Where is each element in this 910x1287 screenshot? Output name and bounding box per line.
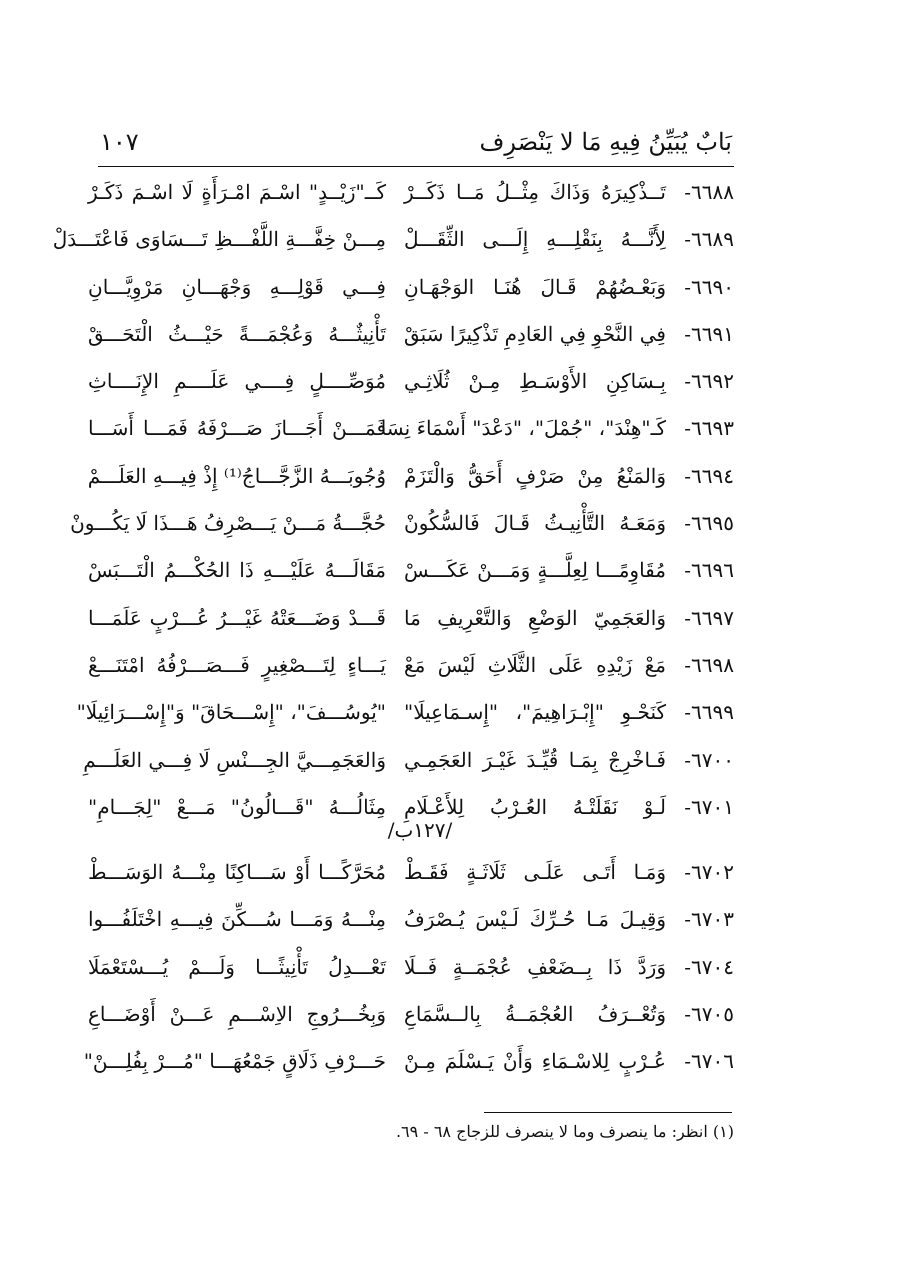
verse-number: ٦٦٨٩- [684, 227, 734, 252]
verse-number: ٦٦٩٤- [684, 463, 734, 488]
hemistich-second: قَـــدْ وَضَـــعَتْهُ غَيْـــرُ عُـــرْبٍ عَلَمَـــا [88, 605, 386, 630]
hemistich-second: فِـــي قَوْلِـــهِ وَجْهَـــانِ مَرْوِيَّـــانِ [88, 274, 386, 299]
verse-line [90, 994, 734, 1041]
verse-line [90, 172, 734, 219]
verse-number: ٦٧٠٠- [684, 747, 734, 772]
verse-line [90, 267, 734, 314]
hemistich-second: مُحَرَّكًـــا أَوْ سَـــاكِنًا مِنْـــهُ الوَسَـــطْ [88, 860, 386, 884]
hemistich-first: كَـ"هِنْدَ"، "جُمْلَ"، "دَعْدَ" أَسْمَاءَ نِسَا [380, 416, 666, 441]
hemistich-first: تَــذْكِيرَهُ وَذَاكَ مِثْــلُ مَــا ذَكَــرْ [404, 180, 666, 204]
verse-line [83, 740, 734, 787]
verse-line [90, 645, 734, 692]
verse-line [90, 361, 734, 408]
hemistich-second: مِثَالُـــهُ "قَـــالُونُ" مَـــعْ "لِجَـــامِ" [88, 794, 386, 819]
verse-number: ٦٧٠٣- [684, 907, 734, 932]
verse-number: ٦٧٠١- [684, 794, 734, 819]
hemistich-first: مَعْ زَيْدِهِ عَلَى الثَّلَاثِ لَيْسَ مَعْ [404, 652, 666, 677]
verse-number: ٦٦٩٩- [684, 700, 734, 725]
verse-number: ٦٦٨٨- [684, 180, 734, 204]
folio-marker: /١٢٧ب/ [387, 818, 453, 842]
verse-line [90, 852, 734, 899]
hemistich-first: مُقَاوِمًـــا لِعِلَّـــةٍ وَمَـــنْ عَكَـــسْ [404, 558, 666, 583]
verse-number: ٦٧٠٦- [684, 1049, 734, 1074]
hemistich-second: يَـــاءٍ لِتَـــصْغِيرٍ فَـــصَـــرْفُهُ امْتَنَـــعْ [88, 652, 386, 677]
hemistich-first: كَنَحْـوِ "إِبْـرَاهِيمَ"، "إِسـمَاعِيلَا" [404, 700, 666, 725]
hemistich-first: فِي النَّحْوِ فِي العَادِمِ تَذْكِيرًا سَبَقْ [404, 321, 666, 346]
verse-line [90, 314, 734, 361]
page-number: ١٠٧ [100, 128, 139, 156]
verse-number: ٦٦٩٣- [684, 416, 734, 441]
hemistich-second: فَمَـــنْ أَجَـــازَ صَـــرْفَهُ فَمَـــا أَسَـــا [88, 416, 386, 441]
verse-number: ٦٦٩١- [684, 321, 734, 346]
hemistich-second: "يُوسُـــفَ"، "إِسْـــحَاقَ" وَ"إِسْـــرَائِيلَا" [76, 700, 386, 725]
verse-line [76, 692, 734, 739]
hemistich-first: بِـسَاكِنِ الأَوْسَـطِ مِـنْ ثُلَاثِـي [404, 369, 666, 394]
hemistich-second: مُوَصِّــــلٍ فِــــي عَلَــــمِ الإِنَــــاثِ [88, 369, 386, 394]
verse-number: ٦٦٩٦- [684, 558, 734, 583]
verse-number: ٦٦٩٧- [684, 605, 734, 630]
verse-number: ٦٦٩٨- [684, 652, 734, 677]
footnote-rule [484, 1112, 732, 1113]
hemistich-second: وَبِخُـــرُوجِ الاِسْـــمِ عَـــنْ أَوْضَـــاعِ [88, 1001, 386, 1026]
header-rule [98, 166, 734, 167]
hemistich-second: مِـــنْ خِفَّـــةِ اللَّفْـــظِ تَـــسَاوَى فَاعْتَـــدَلْ [52, 227, 386, 252]
hemistich-first: وَالعَجَمِيّ الوَضْعِ وَالتَّعْرِيفِ مَا [404, 605, 666, 630]
running-title: بَابٌ يُبَيِّنُ فِيهِ مَا لا يَنْصَرِف [479, 128, 732, 156]
hemistich-first: وَمَـا أَتَـى عَلَـى ثَلَاثَـةٍ فَقَـطْ [404, 860, 666, 884]
verse-number: ٦٧٠٢- [684, 860, 734, 884]
verse-number: ٦٦٩٢- [684, 369, 734, 394]
hemistich-second: مَقَالَـــهُ عَلَيْـــهِ ذَا الحُكْـــمُ الْتَـــبَسْ [88, 558, 386, 583]
verse-number: ٦٧٠٤- [684, 954, 734, 979]
verse-line [90, 408, 734, 455]
verse-number: ٦٦٩٥- [684, 511, 734, 536]
hemistich-first: وَتُعْــرَفُ العُجْمَــةُ بِالــسَّمَاعِ [404, 1001, 666, 1026]
verse-number: ٦٧٠٥- [684, 1001, 734, 1026]
verse-number: ٦٦٩٠- [684, 274, 734, 299]
hemistich-first: لَـوْ نَقَلَتْـهُ العُـرْبُ لِلأَعْـلَامِ [404, 794, 666, 819]
hemistich-first: وَرَدَّ ذَا بِــضَعْفِ عُجْمَــةٍ فَــلَا [404, 954, 666, 979]
page-header [100, 128, 732, 164]
hemistich-second: تَعْـــدِلُ تَأْنِيثًـــا وَلَـــمْ يُـــسْتَعْمَلَا [88, 954, 386, 979]
hemistich-first: وَمَعَـهُ التَّأْنِيـثُ قَـالَ فَالسُّكُونْ [404, 511, 666, 536]
verse-line [90, 550, 734, 597]
hemistich-first: فَـاخْرِجْ بِمَـا قُيِّـدَ غَيْـرَ العَجَمِـي [404, 747, 666, 772]
hemistich-second: وُجُوبَـــهُ الزَّجَّـــاجُ⁽¹⁾ إِذْ فِيـــهِ العَلَـــمْ [87, 463, 386, 488]
verse-line [90, 598, 734, 645]
hemistich-second: حَـــرْفِ ذَلَاقٍ جَمْعُهَـــا "مُـــرْ بِفُلِـــنْ" [83, 1049, 386, 1074]
verse-line [90, 947, 734, 994]
hemistich-first: وَقِيـلَ مَـا حُـرِّكَ لَـيْسَ يُـصْرَفُ [404, 907, 666, 932]
hemistich-first: وَالمَنْعُ مِنْ صَرْفٍ أَحَقُّ وَالْتَزَمْ [404, 463, 666, 488]
verse-line [83, 1041, 734, 1088]
hemistich-second: مِنْـــهُ وَمَـــا سُـــكِّنَ فِيـــهِ اخْتَلَفُـــوا [88, 907, 386, 932]
hemistich-second: تَأْنِيثٌـــهُ وَعُجْمَـــةً حَيْـــثُ الْتَحَـــقْ [88, 321, 386, 346]
hemistich-second: حُجَّـــةُ مَـــنْ يَـــصْرِفُ هَـــذَا لَا يَكُـــونْ [70, 511, 386, 536]
verse-line [87, 456, 734, 503]
hemistich-first: لِأَنَّـــهُ بِنَقْلِـــهِ إِلَـــى الثِّقَـــلْ [404, 227, 666, 252]
hemistich-first: وَبَعْـضُهُمْ قَـالَ هُنَـا الوَجْهَـانِ [404, 274, 666, 299]
hemistich-second: وَالعَجَمِـــيَّ الجِـــنْسِ لَا فِـــي العَلَـــمِ [83, 747, 386, 772]
verse-block-top [52, 172, 734, 834]
footnote: (١) انظر: ما ينصرف وما لا ينصرف للزجاج ٦٨ - ٦٩. [395, 1122, 734, 1141]
verse-line [90, 899, 734, 946]
verse-line [70, 503, 734, 550]
verse-block-bottom [83, 852, 734, 1088]
verse-line [52, 219, 734, 266]
hemistich-second: كَــ"زَيْــدٍ" اسْـمَ امْـرَأَةٍ لَا اسْـمَ ذَكَـرْ [88, 180, 386, 204]
hemistich-first: عُـرْبٍ لِلاسْـمَاءِ وَأَنْ يَـسْلَمَ مِـنْ [404, 1049, 666, 1074]
